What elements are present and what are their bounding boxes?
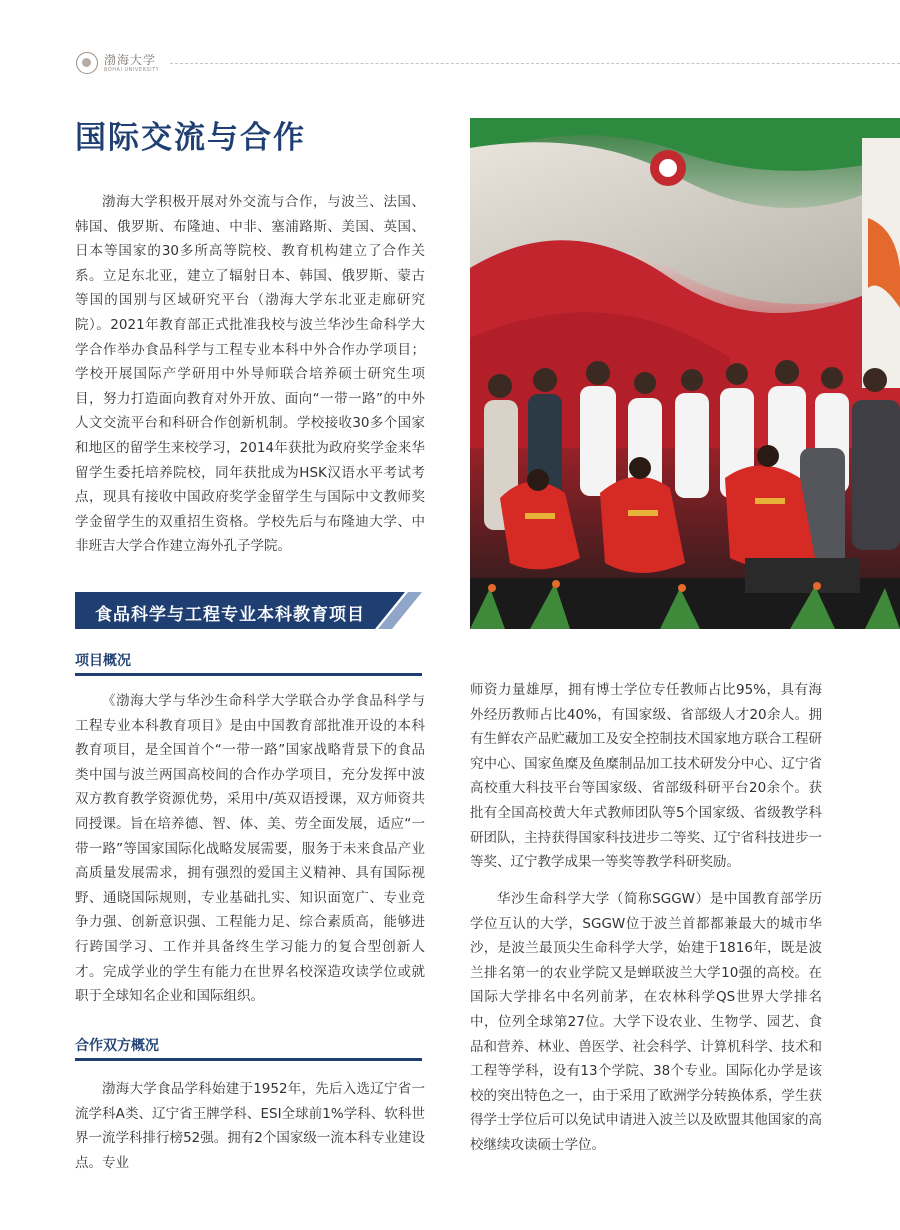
university-logo-subtext: BOHAI UNIVERSITY bbox=[104, 67, 160, 73]
section-banner bbox=[75, 592, 422, 629]
event-photo bbox=[470, 118, 900, 629]
subsection-rule bbox=[75, 1058, 422, 1061]
project-overview-paragraph: 《渤海大学与华沙生命科学大学联合办学食品科学与工程专业本科教育项目》是由中国教育部批准开设的本科教育项目，是全国首个“一带一路”国家战略背景下的食品类中国与波兰两国高校间的合作办学项目，充分发挥中波双方教育教学资源优势，采用中/英双语授课，双方师资共同授课。旨在培养德、智、体、美、劳全面发展，适应“一带一路”等国家国际化战略发展需要，服务于未来食品产业高质量发展需求，拥有强烈的爱国主义精神、具有国际视野、通晓国际规则，专业基础扎实、知识面宽广、专业竞争力强、创新意识强、工程能力足、综合素质高，能够进行跨国学习、工作并具备终生学习能力的复合型创新人才。完成学业的学生有能力在世界名校深造攻读学位或就职于全球知名企业和国际组织。 bbox=[75, 693, 425, 1005]
page-header bbox=[0, 44, 900, 80]
section-banner-title: 食品科学与工程专业本科教育项目 bbox=[95, 605, 365, 625]
page-title: 国际交流与合作 bbox=[75, 120, 306, 156]
header-divider bbox=[170, 63, 900, 64]
subsection-rule bbox=[75, 673, 422, 676]
partners-paragraph-right-1: 师资力量雄厚，拥有博士学位专任教师占比95%，具有海外经历教师占比40%，有国家级、省部级人才20余人。拥有生鲜农产品贮藏加工及安全控制技术国家地方联合工程研究中心、国家鱼糜及鱼糜制品加工技术研发分中心、辽宁省高校重大科技平台等国家级、省部级科研平台20余个。获批有全国高校黄大年式教师团队等5个国家级、省级教学科研团队，主持获得国家科技进步二等奖、辽宁省科技进步一等奖、辽宁教学成果一等奖等教学科研奖励。 bbox=[470, 682, 822, 871]
university-logo-text: 渤海大学 bbox=[104, 53, 157, 67]
photo-illustration bbox=[470, 118, 900, 629]
intro-paragraph: 渤海大学积极开展对外交流与合作，与波兰、法国、韩国、俄罗斯、布隆迪、中非、塞浦路斯、美国、英国、日本等国家的30多所高等院校、教育机构建立了合作关系。立足东北亚，建立了辐射日本、韩国、俄罗斯、蒙古等国的国别与区域研究平台（渤海大学东北亚走廊研究院）。2021年教育部正式批准我校与波兰华沙生命科学大学合作举办食品科学与工程专业本科中外合作办学项目；学校开展国际产学研用中外导师联合培养硕士研究生项目，努力打造面向教育对外开放、面向“一带一路”的中外人文交流平台和科研合作创新机制。学校接收30多个国家和地区的留学生来校学习，2014年获批为政府奖学金来华留学生委托培养院校，同年获批成为HSK汉语水平考试考点，现具有接收中国政府奖学金留学生与国际中文教师奖学金留学生的双重招生资格。学校先后与布隆迪大学、中非班吉大学合作建立海外孔子学院。 bbox=[75, 194, 425, 555]
university-seal-icon bbox=[76, 52, 98, 74]
subsection-heading-overview: 项目概况 bbox=[75, 653, 131, 669]
partners-paragraph-left: 渤海大学食品学科始建于1952年，先后入选辽宁省一流学科A类、辽宁省王牌学科、ESI全球前1%学科、软科世界一流学科排行榜52强。拥有2个国家级一流本科专业建设点。专业 bbox=[75, 1081, 425, 1171]
partners-paragraph-right-2: 华沙生命科学大学（简称SGGW）是中国教育部学历学位互认的大学，SGGW位于波兰首都都兼最大的城市华沙，是波兰最顶尖生命科学大学，始建于1816年，既是波兰排名第一的农业学院又是蝉联波兰大学10强的高校。在国际大学排名中名列前茅，在农林科学QS世界大学排名中，位列全球第27位。大学下设农业、生物学、园艺、食品和营养、林业、兽医学、社会科学、计算机科学、技术和工程等学科，设有13个学院、38个专业。国际化办学是该校的突出特色之一，由于采用了欧洲学分转换体系，学生获得学士学位后可以免试申请进入波兰以及欧盟其他国家的高校继续攻读硕士学位。 bbox=[470, 891, 822, 1153]
subsection-heading-partners: 合作双方概况 bbox=[75, 1038, 159, 1054]
